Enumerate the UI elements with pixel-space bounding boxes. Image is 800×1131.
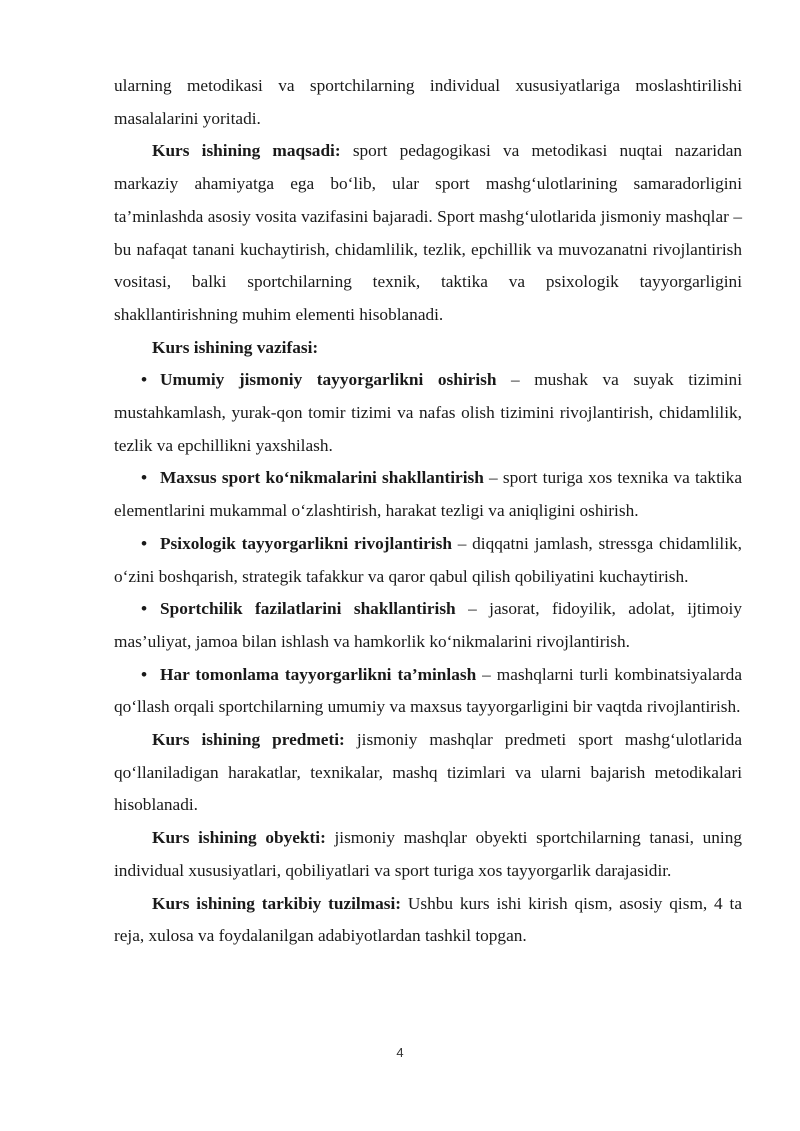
- task-text: – jasorat, fidoyilik, adolat, ijtimoiy mas’uliyat, jamoa bilan ishlash va hamkorlik ko‘nikmalarini rivojlantirish.: [114, 599, 742, 651]
- task-title: Psixologik tayyorgarlikni rivojlantirish: [160, 533, 452, 553]
- goal-label: Kurs ishining maqsadi:: [152, 141, 341, 161]
- task-text: – mashqlarni turli kombinatsiyalarda qo‘llash orqali sportchilarning umumiy va maxsus tayyorgarligini bir vaqtda rivojlantirish.: [114, 664, 742, 717]
- bullet-icon: •: [141, 664, 148, 684]
- subject-label: Kurs ishining predmeti:: [152, 730, 345, 750]
- goal-paragraph: [114, 135, 742, 331]
- task-text: – sport turiga xos texnika va taktika elementlarini mukammal o‘zlashtirish, harakat tezligi va aniqligini oshirish.: [114, 468, 742, 521]
- goal-text: sport pedagogikasi va metodikasi nuqtai nazaridan markaziy ahamiyatga ega bo‘lib, ular sport mashg‘ulotlarining samaradorligini ta’minlashda asosiy vosita vazifasini bajaradi. Sport mashg‘ulotlarida jismoniy mashqlar – bu nafaqat tanani kuchaytirish, chidamlilik, tezlik, epchillik va muvozanatni rivojlantirish vositasi, balki sportchilarning texnik, taktika va psixologik tayyorgarligini shakllantirishning muhim elementi hisoblanadi.: [114, 141, 743, 324]
- tasks-heading-label: Kurs ishining vazifasi:: [152, 337, 319, 357]
- subject-paragraph: [114, 724, 742, 822]
- intro-continuation-paragraph: ularning metodikasi va sportchilarning individual xususiyatlariga moslashtirilishi masalalarini yoritadi.: [114, 76, 742, 128]
- task-item: [114, 462, 742, 527]
- task-title: Sportchilik fazilatlarini shakllantirish: [160, 599, 456, 619]
- bullet-icon: •: [141, 468, 148, 488]
- tasks-heading: [114, 332, 742, 365]
- task-item: [114, 364, 742, 462]
- bullet-icon: •: [141, 599, 148, 619]
- subject-text: jismoniy mashqlar predmeti sport mashg‘ulotlarida qo‘llaniladigan harakatlar, texnikalar, mashq tizimlari va ularni bajarish metodikalari hisoblanadi.: [114, 730, 742, 815]
- task-item: [114, 528, 742, 593]
- structure-text: Ushbu kurs ishi kirish qism, asosiy qism, 4 ta reja, xulosa va foydalanilgan adabiyotlardan tashkil topgan.: [114, 893, 743, 946]
- task-item: [114, 593, 742, 658]
- task-text: – diqqatni jamlash, stressga chidamlilik, o‘zini boshqarish, strategik tafakkur va qaror qabul qilish qobiliyatini kuchaytirish.: [114, 533, 742, 586]
- object-label: Kurs ishining obyekti:: [152, 828, 326, 848]
- bullet-icon: •: [141, 533, 148, 553]
- structure-label: Kurs ishining tarkibiy tuzilmasi:: [152, 893, 402, 913]
- task-title: Umumiy jismoniy tayyorgarlikni oshirish: [160, 370, 497, 390]
- structure-paragraph: [114, 888, 742, 953]
- bullet-icon: •: [141, 370, 148, 390]
- task-title: Maxsus sport ko‘nikmalarini shakllantirish: [160, 468, 484, 488]
- page-number: 4: [396, 1045, 404, 1060]
- task-text: – mushak va suyak tizimini mustahkamlash, yurak-qon tomir tizimi va nafas olish tizimini rivojlantirish, chidamlilik, tezlik va epchillikni yaxshilash.: [114, 370, 742, 455]
- task-item: [114, 659, 742, 724]
- object-text: jismoniy mashqlar obyekti sportchilarning tanasi, uning individual xususiyatlari, qobiliyatlari va sport turiga xos tayyorgarlik darajasidir.: [114, 828, 742, 880]
- document-page: [114, 70, 742, 953]
- object-paragraph: [114, 822, 742, 887]
- task-title: Har tomonlama tayyorgarlikni ta’minlash: [160, 664, 477, 684]
